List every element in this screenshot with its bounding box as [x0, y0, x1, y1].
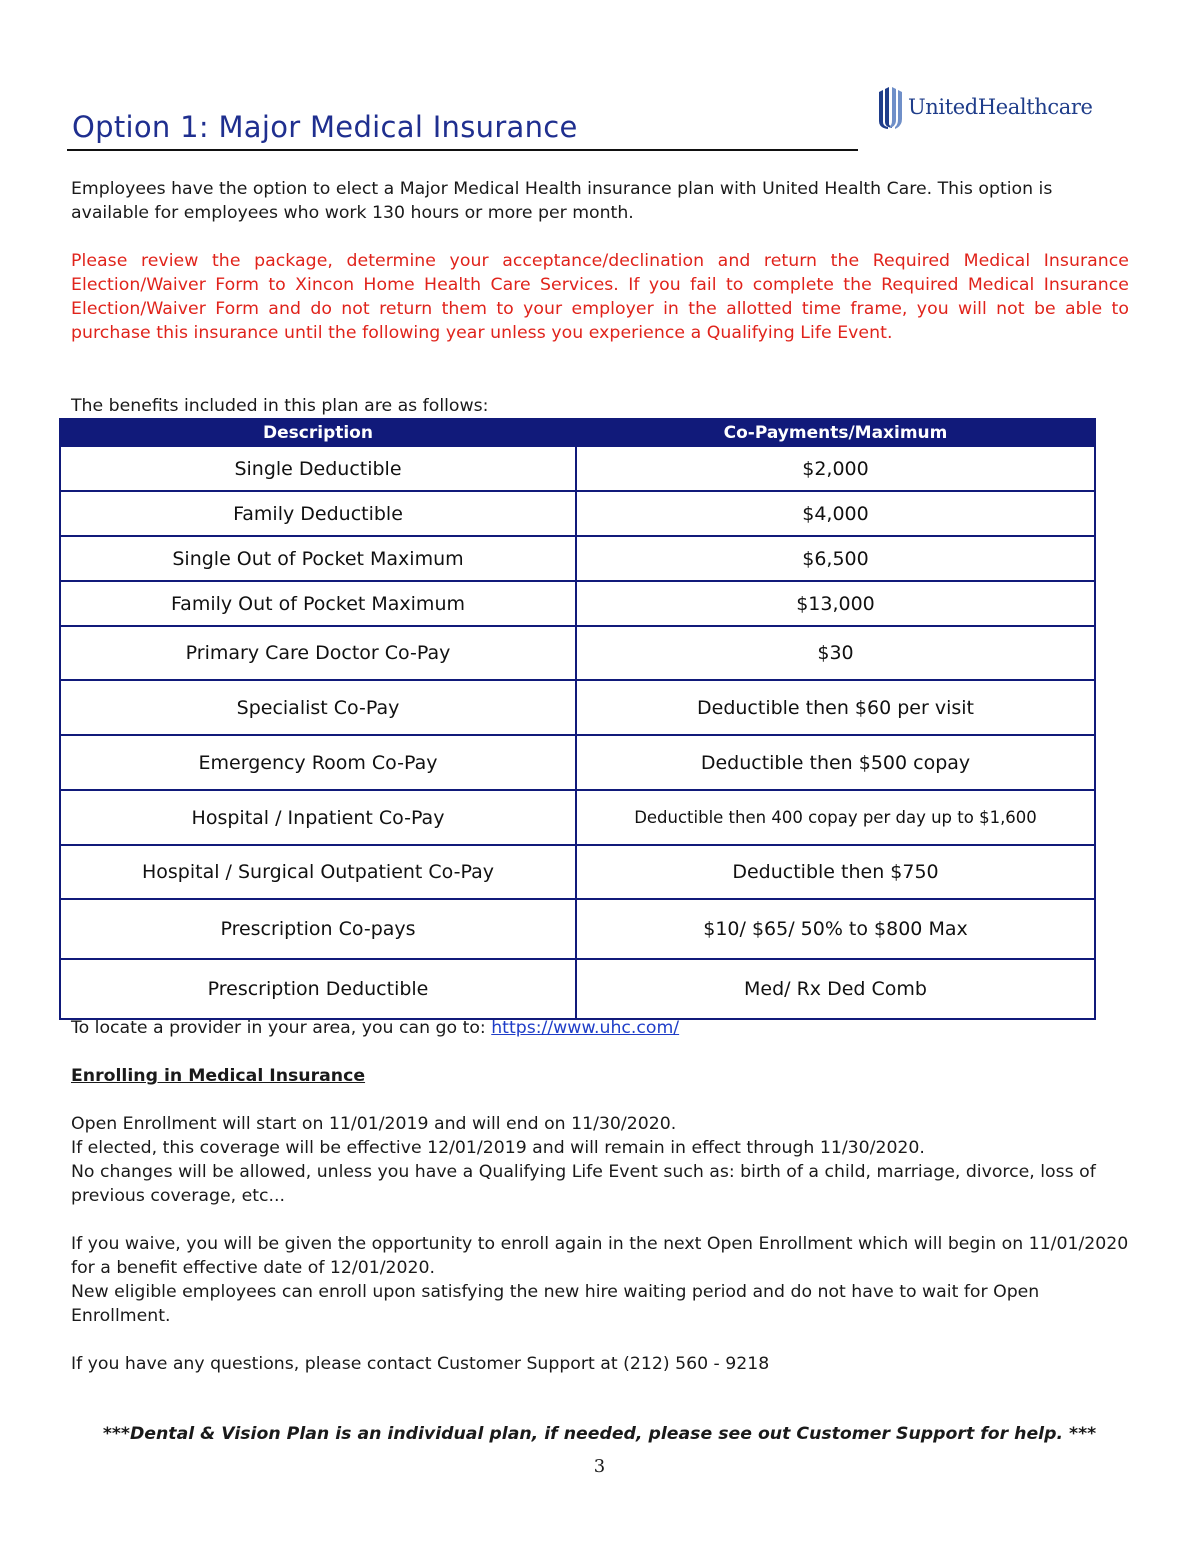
- dental-vision-footnote: ***Dental & Vision Plan is an individual plan, if needed, please see out Customer Support for help. ***: [102, 1424, 1097, 1444]
- benefits-table: [59, 418, 1096, 1020]
- column-header-description: Description: [60, 419, 576, 446]
- benefit-description: Specialist Co-Pay: [60, 680, 576, 735]
- contact-paragraph: If you have any questions, please contact Customer Support at (212) 560 - 9218: [71, 1354, 770, 1374]
- title-underline: [67, 149, 858, 151]
- enrollment-dates-paragraph: [71, 1112, 1129, 1208]
- benefit-description: Hospital / Inpatient Co-Pay: [60, 790, 576, 845]
- table-row: [60, 581, 1095, 626]
- benefit-value: Deductible then $500 copay: [576, 735, 1095, 790]
- benefit-value: $10/ $65/ 50% to $800 Max: [576, 899, 1095, 959]
- table-row: [60, 790, 1095, 845]
- provider-locator-text: To locate a provider in your area, you can go to:: [71, 1018, 492, 1038]
- benefit-value: $13,000: [576, 581, 1095, 626]
- table-row: [60, 680, 1095, 735]
- waiver-line: New eligible employees can enroll upon satisfying the new hire waiting period and do not have to wait for Open Enrollment.: [71, 1282, 1040, 1326]
- benefit-description: Family Deductible: [60, 491, 576, 536]
- page-number: 3: [593, 1456, 606, 1477]
- notice-paragraph: Please review the package, determine your acceptance/declination and return the Required Medical Insurance Election/Waiver Form to Xincon Home Health Care Services. If you fail to complete the Required Medical Insurance Election/Waiver Form and do not return them to your employer in the allotted time frame, you will not be able to purchase this insurance until the following year unless you experience a Qualifying Life Event.: [71, 251, 1129, 343]
- benefit-description: Hospital / Surgical Outpatient Co-Pay: [60, 845, 576, 899]
- intro-paragraph: Employees have the option to elect a Major Medical Health insurance plan with United Health Care. This option is available for employees who work 130 hours or more per month.: [71, 179, 1053, 223]
- uhc-shield-icon: [876, 86, 906, 130]
- logo-wordmark: UnitedHealthcare: [908, 95, 1093, 119]
- table-row: [60, 446, 1095, 491]
- benefit-value: $4,000: [576, 491, 1095, 536]
- benefit-description: Family Out of Pocket Maximum: [60, 581, 576, 626]
- column-header-copayments: Co-Payments/Maximum: [576, 419, 1095, 446]
- benefit-value: $2,000: [576, 446, 1095, 491]
- waiver-paragraph: [71, 1232, 1129, 1328]
- benefit-description: Single Deductible: [60, 446, 576, 491]
- benefit-description: Prescription Deductible: [60, 959, 576, 1019]
- table-row: [60, 491, 1095, 536]
- benefit-description: Prescription Co-pays: [60, 899, 576, 959]
- table-row: [60, 735, 1095, 790]
- benefit-value: Deductible then $750: [576, 845, 1095, 899]
- provider-locator: [71, 1016, 1129, 1040]
- enrollment-line: No changes will be allowed, unless you have a Qualifying Life Event such as: birth of a child, marriage, divorce, loss of previous coverage, etc...: [71, 1162, 1096, 1206]
- page-title: Option 1: Major Medical Insurance: [72, 110, 578, 144]
- table-row: [60, 959, 1095, 1019]
- unitedhealthcare-logo: [876, 86, 1116, 132]
- benefit-value: $6,500: [576, 536, 1095, 581]
- table-header-row: [60, 419, 1095, 446]
- enrollment-line: If elected, this coverage will be effective 12/01/2019 and will remain in effect through 11/30/2020.: [71, 1138, 925, 1158]
- benefit-value: $30: [576, 626, 1095, 680]
- table-row: [60, 899, 1095, 959]
- enrollment-line: Open Enrollment will start on 11/01/2019 and will end on 11/30/2020.: [71, 1114, 677, 1134]
- table-row: [60, 626, 1095, 680]
- table-row: [60, 536, 1095, 581]
- benefit-value: Med/ Rx Ded Comb: [576, 959, 1095, 1019]
- enrolling-section-title: Enrolling in Medical Insurance: [71, 1066, 366, 1086]
- benefit-description: Single Out of Pocket Maximum: [60, 536, 576, 581]
- benefit-value: Deductible then $60 per visit: [576, 680, 1095, 735]
- benefit-description: Primary Care Doctor Co-Pay: [60, 626, 576, 680]
- benefit-description: Emergency Room Co-Pay: [60, 735, 576, 790]
- uhc-website-link[interactable]: https://www.uhc.com/: [491, 1018, 680, 1038]
- benefit-value: Deductible then 400 copay per day up to $1,600: [576, 790, 1095, 845]
- benefits-intro: The benefits included in this plan are as follows:: [71, 396, 489, 416]
- waiver-line: If you waive, you will be given the opportunity to enroll again in the next Open Enrollment which will begin on 11/01/2020 for a benefit effective date of 12/01/2020.: [71, 1234, 1129, 1278]
- table-row: [60, 845, 1095, 899]
